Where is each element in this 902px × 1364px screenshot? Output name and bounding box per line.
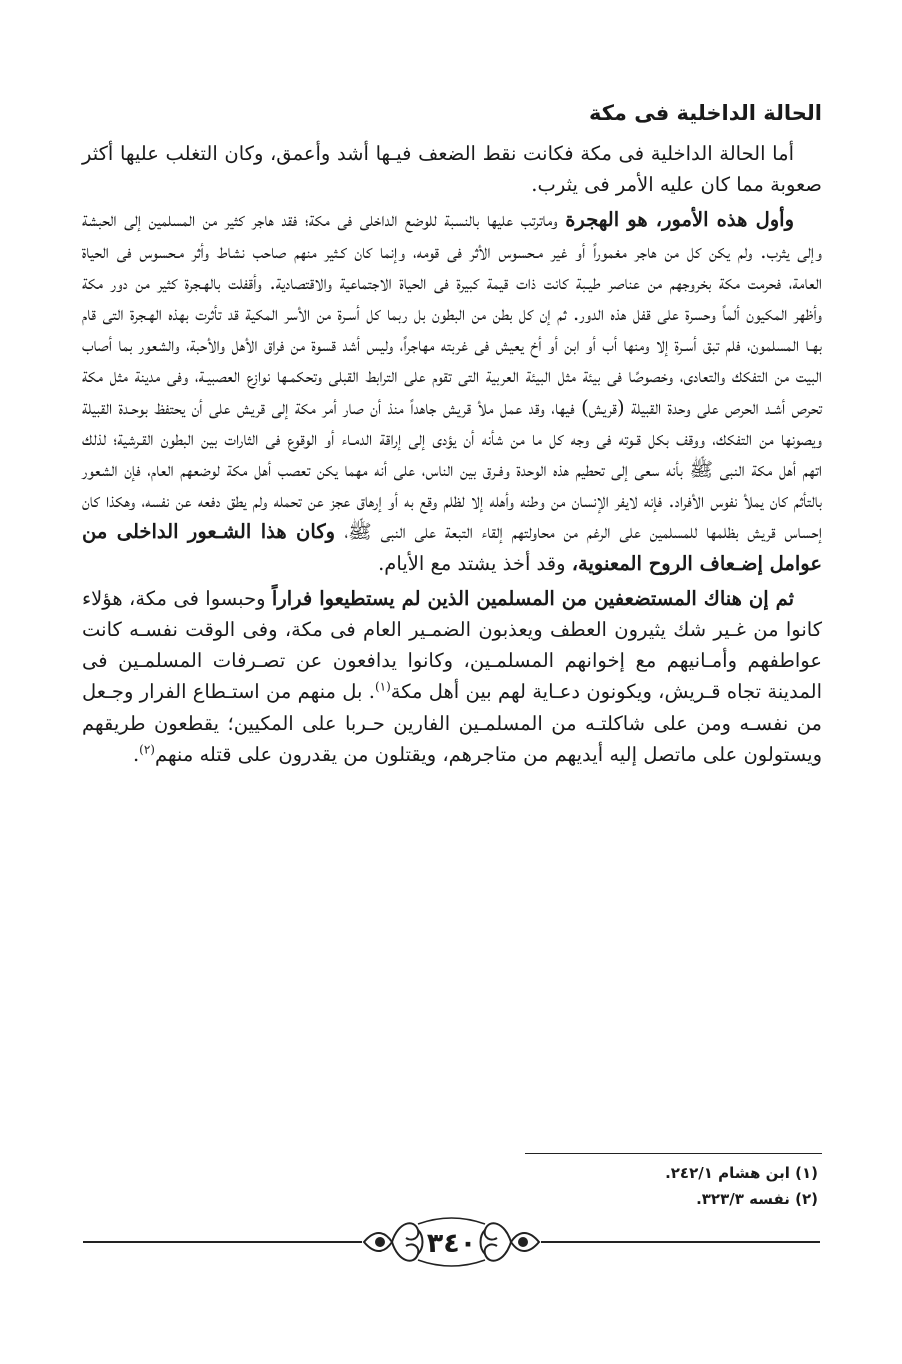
page-number: ٣٤٠	[426, 1228, 477, 1259]
paragraph-3-end: .	[132, 742, 140, 766]
ornament-bottom-arc	[418, 1260, 485, 1266]
paragraph-2	[82, 204, 822, 578]
footnote-1: (١) ابن هشام ٢٤٢/١.	[665, 1164, 818, 1182]
paragraph-2-end: وقد أخذ يشتد مع الأيام.	[378, 551, 566, 575]
paragraph-3	[82, 583, 822, 770]
page-footer	[83, 1210, 820, 1274]
footnote-divider	[525, 1153, 822, 1154]
paragraph-2-lead: وأول هذه الأمور، هو الهجرة	[565, 208, 794, 232]
footnote-2: (٢) نفسه ٣٢٣/٣.	[696, 1190, 818, 1208]
footer-rule-right	[541, 1241, 820, 1243]
footnote-ref-2[interactable]: (٢)	[139, 742, 155, 757]
page-heading: الحالة الداخلية فى مكة	[588, 101, 822, 125]
ornament-top-arc	[418, 1218, 485, 1224]
ornament-right-icon	[481, 1223, 540, 1261]
ornament-left-icon	[364, 1223, 423, 1261]
paragraph-3-lead-rest: وحبسوا فى مكة،	[129, 586, 272, 610]
paragraph-2-tail: وكان هذا الشـعور الداخلى من عوامل إضـعاف الروح المعنوية،	[82, 520, 822, 575]
paragraph-3-body-2: . بل منهم من استـطاع الفرار وجـعل من نفسـه ومن على شاكلتـه من المسلمـين الفارين حـربا على المكيين؛ يقطعون طريقهم ويستولون على ماتصل إليه أيديهم من متاجرهم، ويقتلون من يقدرون على قتله منهم	[82, 680, 822, 766]
paragraph-1: أما الحالة الداخلية فى مكة فكانت نقط الضعف فيـها أشد وأعمق، وكان التغلب عليها أكثر صعوبة مما كان عليه الأمر فى يثرب.	[82, 142, 822, 197]
paragraph-3-body: هؤلاء كانوا من غـير شك يثيرون العطف ويعذبون الضمـير العام فى مكة، وفى الوقت نفسـه كانت عواطفهم وأمـانيهم مع إخوانهم المسلمـين، وكانوا يدافعون عن تصـرفات المسلمـين فى المدينة تجاه قـريش، ويكونون دعـاية لهم بين أهل مكة	[82, 586, 822, 704]
paragraph-2-body: فقد هاجر كثير من المسلمين إلى الحبشة وإلى يثرب. ولم يكن كل من هاجر مغموراً أو غير مـحسوس الأثر فى قومه، وإنما كان كـثير منهم صاحب نشاط وأثر مـحسوس فى الحياة العامة، فحرمت مكة بخروجهم من عناصر طيـبة كانت ذات قيمة كبيرة فى الحياة الاجتماعية والاقتصادية. وأقفلت بالهـجرة كثير من دور مكة وأظهر المكيون ألماً وحسرة على قفل هذه الدور. ثم إن كل بطن من البطون بل ربما كل أسـرة من الأسر المكية قد تأثرت بهذه الهـجرة التى قام بهـا المسلمون، فلم تبق أسـرة إلا ومنها أب أو ابن أو أخ يعيش فى غربته مهاجراً، وليس أشد قسوة من فراق الأهل والأحبة، والشعور بما أصاب البيت من التفكك والتعادى، وخصوصًا فى بيئة مثل البيئة العربية التى تقوم على الترابط القبلى وتحكمـها نوازع العصبيـة، وفى مدينة مثل مكة تحرص أشـد الحرص على وحدة القبيلة (قريش) فيها، وقد عمل ملأ قريش جاهداً منذ أن صار أمر مكة إلى قريش على أن يحتفظ بوحـدة القبيلة ويصونها من التفكك، ووقف بكل قـوته فى وجه كل ما من شأنه أن يؤدى إلى إراقة الدمـاء أو الوقوع فى الثارات بين البطون القـرشية؛ لذلك اتهم أهل مكة النبى ﷺ بأنه سعى إلى تحطيم هذه الوحدة وفـرق بين الناس، على أنه مهما يكن تعصب أهل مكة لوضعهم العام، فإن الشعور بالتأثم كان يملأ نفوس الأفراد. فإنه لايفر الإنسان من وطنه وأهله إلا لظلم وقع به أو إرهاق عجز عن تحمله ولم يطق دفعه عن نفسه، وهكذا كان إحساس قريش بظلمها للمسلمين على الرغم من محاولتهم إلقاء التبعة على النبى ﷺ،	[82, 208, 822, 544]
footer-rule-left	[83, 1241, 362, 1243]
body-text	[82, 138, 822, 774]
paragraph-3-lead: ثم إن هناك المستضعفين من المسلمين الذين لم يستطيعوا فراراً	[271, 586, 795, 610]
page-number-ornament	[362, 1210, 541, 1274]
paragraph-2-lead-rest: وماترتب عليها بالنسبة للوضع الداخلى فى مكة؛	[304, 208, 566, 232]
footnotes	[418, 1160, 818, 1212]
footnote-ref-1[interactable]: (١)	[374, 679, 391, 694]
